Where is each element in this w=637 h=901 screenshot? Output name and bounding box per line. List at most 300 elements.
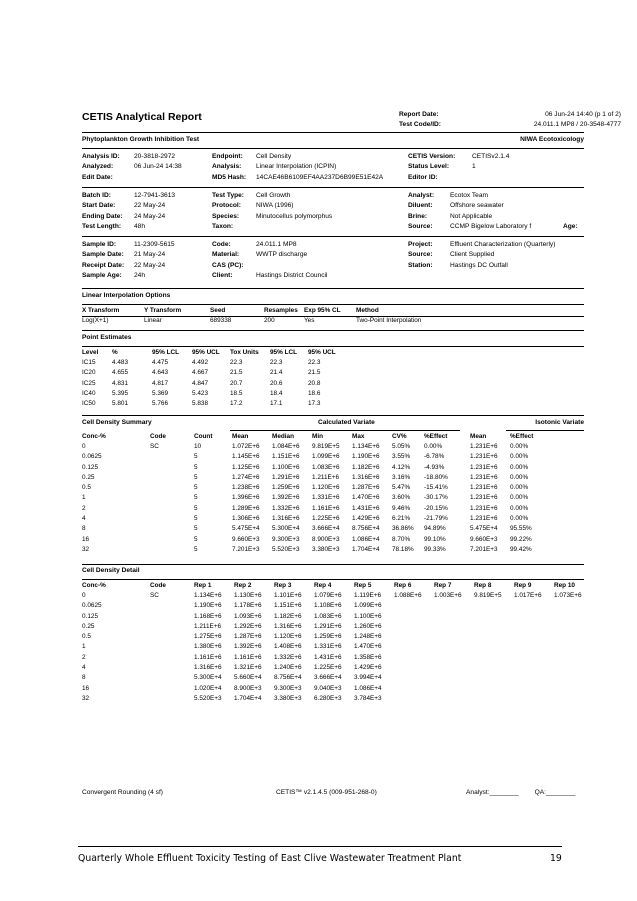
table-cell: 1.332E+6: [274, 653, 302, 661]
table-cell: 5.369: [152, 389, 168, 397]
field-value: 22 May-24: [134, 202, 166, 210]
table-cell: [150, 462, 194, 472]
table-cell: 22.3: [308, 358, 321, 366]
field-label: Analyzed:: [82, 163, 114, 171]
table-cell: [150, 452, 194, 462]
table-cell: [150, 683, 194, 693]
table-cell: 1.248E+6: [354, 633, 382, 641]
column-header: Code: [150, 581, 166, 589]
field-value: 1: [472, 163, 476, 171]
table-cell: 5: [194, 473, 198, 481]
column-header: 95% UCL: [192, 348, 220, 356]
report-date: 06 Jun-24 14:40 (p 1 of 2): [545, 111, 621, 118]
table-cell: IC15: [82, 358, 96, 366]
field-value: 14CAE46B6109EF4AA237D6B99E51E42A: [256, 173, 384, 181]
age-label: Age:: [563, 222, 578, 230]
column-header: CV%: [392, 432, 407, 440]
linear-options-title: [82, 292, 584, 299]
summary-table: [82, 431, 544, 555]
table-cell: 1.119E+6: [354, 591, 382, 599]
table-cell: 1.396E+6: [232, 494, 260, 502]
divider: [82, 148, 584, 149]
field-value: 20-3818-2972: [134, 153, 176, 160]
table-cell: [554, 642, 588, 652]
detail-title: Cell Density Detail: [82, 567, 140, 574]
table-cell: 5: [194, 484, 198, 492]
table-cell: 1.291E+6: [314, 622, 342, 630]
batch-column: [82, 191, 175, 232]
table-cell: 1.003E+6: [434, 591, 462, 599]
table-cell: 1.020E+4: [194, 684, 222, 692]
table-row: [82, 524, 544, 534]
table-cell: [434, 631, 474, 641]
field-label: Sample Date:: [82, 251, 124, 259]
table-cell: 1.306E+6: [232, 515, 260, 523]
field-value: Minutocellus polymorphus: [256, 212, 333, 220]
table-cell: 1.316E+6: [194, 664, 222, 672]
table-cell: [474, 601, 514, 611]
table-cell: Log(X+1): [82, 316, 109, 324]
table-cell: 1.161E+6: [194, 653, 222, 661]
table-cell: 5.05%: [392, 442, 411, 450]
table-cell: [554, 601, 588, 611]
field-value: Cell Density: [256, 153, 292, 160]
table-cell: -20.15%: [424, 504, 448, 512]
table-cell: [474, 642, 514, 652]
field-label: Batch ID:: [82, 192, 111, 199]
table-cell: 5.47%: [392, 484, 411, 492]
table-cell: 1.120E+6: [274, 633, 302, 641]
table-cell: -30.17%: [424, 494, 448, 502]
column-header: Mean: [470, 432, 487, 440]
table-row: [82, 357, 348, 367]
field-value: 12-7941-3613: [134, 192, 176, 199]
table-cell: 3.666E+4: [314, 674, 342, 682]
table-cell: 17.2: [230, 400, 243, 408]
table-row: [82, 611, 588, 621]
analysis-column: [82, 152, 182, 183]
column-header: Rep 3: [274, 581, 292, 589]
column-header: Min: [312, 432, 324, 440]
table-cell: 1.316E+6: [272, 515, 300, 523]
table-cell: 1.704E+4: [234, 694, 262, 702]
table-cell: 5.766: [152, 400, 168, 408]
table-cell: 1.079E+6: [314, 591, 342, 599]
page-footer-text: Quarterly Whole Effluent Toxicity Testing of East Clive Wastewater Treatment Plant: [78, 853, 462, 864]
table-cell: 1.408E+6: [274, 643, 302, 651]
batch-column: [408, 191, 531, 232]
table-row: [82, 388, 348, 398]
table-cell: 3.16%: [392, 473, 411, 481]
table-cell: [150, 642, 194, 652]
batch-column: [212, 191, 332, 232]
table-cell: -21.79%: [424, 515, 448, 523]
report-meta: [399, 110, 621, 130]
table-cell: 4.492: [192, 358, 208, 366]
field-label: Sample ID:: [82, 241, 117, 248]
table-row: [82, 378, 348, 388]
table-cell: 1.429E+6: [354, 664, 382, 672]
table-cell: 4.12%: [392, 463, 411, 471]
table-cell: 3.60%: [392, 494, 411, 502]
table-cell: 1.470E+6: [354, 643, 382, 651]
table-cell: [554, 683, 588, 693]
table-row: [82, 513, 544, 523]
table-cell: [394, 683, 434, 693]
table-cell: 3.784E+3: [354, 694, 382, 702]
table-cell: 78.18%: [392, 545, 414, 553]
sample-column: [82, 240, 175, 281]
table-cell: [474, 693, 514, 703]
table-cell: [514, 693, 554, 703]
table-cell: 1.088E+6: [394, 591, 422, 599]
table-header-row: [82, 431, 544, 441]
table-cell: 20.6: [270, 379, 283, 387]
divider: [82, 187, 584, 188]
column-header: %: [112, 348, 118, 356]
table-cell: SC: [150, 591, 159, 599]
report-title: CETIS Analytical Report: [82, 111, 202, 123]
table-cell: 1.211E+6: [194, 622, 222, 630]
table-row: [82, 398, 348, 408]
table-cell: 0.25: [82, 622, 95, 630]
table-row: [82, 503, 544, 513]
table-cell: [150, 601, 194, 611]
table-cell: 8: [82, 674, 86, 682]
table-cell: 18.4: [270, 389, 283, 397]
field-value: Hastings DC Outfall: [450, 261, 508, 269]
table-row: [82, 673, 588, 683]
table-cell: 8: [82, 525, 86, 533]
table-cell: 4.483: [112, 358, 128, 366]
table-cell: [514, 673, 554, 683]
table-cell: [434, 673, 474, 683]
table-cell: [434, 683, 474, 693]
table-row: [82, 472, 544, 482]
table-cell: 1.238E+6: [232, 484, 260, 492]
sample-column: [408, 240, 555, 281]
table-cell: 0.0625: [82, 453, 102, 461]
column-header: Level: [82, 348, 99, 356]
table-row: [82, 683, 588, 693]
table-cell: 0.5: [82, 633, 91, 641]
table-cell: 1.321E+6: [234, 664, 262, 672]
field-label: Station:: [408, 261, 433, 269]
table-cell: 1.161E+6: [234, 653, 262, 661]
table-cell: 5: [194, 494, 198, 502]
table-cell: Linear: [144, 316, 162, 324]
column-header: Y Transform: [144, 306, 182, 314]
field-label: Brine:: [408, 212, 428, 220]
table-cell: 1.190E+6: [352, 453, 380, 461]
table-cell: 0.25: [82, 473, 95, 481]
table-cell: 3.380E+3: [274, 694, 302, 702]
table-cell: 5.475E+4: [470, 525, 498, 533]
table-cell: 1.101E+6: [274, 591, 302, 599]
table-cell: 1.182E+6: [274, 612, 302, 620]
report-date-label: Report Date:: [399, 111, 439, 118]
table-row: [82, 693, 588, 703]
table-cell: [514, 611, 554, 621]
table-cell: 5.300E+4: [194, 674, 222, 682]
table-cell: 4.643: [152, 369, 168, 377]
table-cell: [150, 482, 194, 492]
table-cell: 4: [82, 664, 86, 672]
table-cell: 1.073E+6: [554, 591, 582, 599]
table-cell: [514, 601, 554, 611]
table-cell: 21.5: [308, 369, 321, 377]
column-header: Rep 6: [394, 581, 412, 589]
table-header-row: [82, 580, 588, 590]
table-cell: [554, 631, 588, 641]
table-cell: 1.125E+6: [232, 463, 260, 471]
table-cell: [150, 693, 194, 703]
table-cell: 5.395: [112, 389, 128, 397]
table-cell: 17.1: [270, 400, 283, 408]
table-cell: 1.470E+6: [352, 494, 380, 502]
field-label: Diluent:: [408, 202, 433, 210]
test-code-label: Test Code/ID:: [399, 121, 442, 128]
table-cell: 6.280E+3: [314, 694, 342, 702]
table-cell: 1.099E+6: [354, 602, 382, 610]
table-cell: 1.086E+4: [352, 535, 380, 543]
field-label: CAS (PC):: [212, 261, 244, 269]
table-cell: [554, 621, 588, 631]
table-cell: [394, 601, 434, 611]
table-cell: 9.819E+5: [474, 591, 502, 599]
table-cell: 1.083E+6: [312, 463, 340, 471]
table-cell: 9.300E+3: [274, 684, 302, 692]
table-cell: 99.42%: [510, 545, 532, 553]
field-label: Editor ID:: [408, 173, 438, 181]
table-cell: 3.994E+4: [354, 674, 382, 682]
field-label: Receipt Date:: [82, 261, 125, 269]
column-header: Rep 9: [514, 581, 532, 589]
field-label: Client:: [212, 271, 233, 279]
column-header: 95% LCL: [270, 348, 297, 356]
table-cell: -6.78%: [424, 453, 445, 461]
table-cell: 1.017E+6: [514, 591, 542, 599]
table-cell: 4.847: [192, 379, 208, 387]
table-cell: 95.55%: [510, 525, 532, 533]
table-row: [82, 631, 588, 641]
field-value: Ecotox Team: [450, 192, 488, 199]
table-cell: 1.178E+6: [234, 602, 262, 610]
table-cell: 9.300E+3: [272, 535, 300, 543]
test-name: Phytoplankton Growth Inhibition Test: [82, 136, 200, 143]
field-label: Sample Age:: [82, 271, 122, 279]
table-row: [82, 642, 588, 652]
table-cell: 0.125: [82, 612, 98, 620]
table-cell: 1.292E+6: [234, 622, 262, 630]
table-cell: 7.201E+3: [232, 545, 260, 553]
table-cell: IC50: [82, 400, 96, 408]
column-header: 95% LCL: [152, 348, 179, 356]
divider: [82, 415, 584, 416]
table-cell: IC40: [82, 389, 96, 397]
table-cell: 1.231E+6: [470, 463, 498, 471]
table-cell: 0.00%: [510, 463, 529, 471]
table-row: [82, 662, 588, 672]
table-cell: 0.00%: [510, 473, 529, 481]
table-row: [82, 482, 544, 492]
column-header: Count: [194, 432, 213, 440]
summary-title: Cell Density Summary: [82, 419, 152, 426]
column-header: %Effect: [510, 432, 534, 440]
isotonic-variate-label: Isotonic Variate: [535, 419, 584, 426]
table-cell: 22.3: [270, 358, 283, 366]
column-header: Conc-%: [82, 581, 106, 589]
table-cell: 1.431E+6: [314, 653, 342, 661]
table-cell: 1.231E+6: [470, 453, 498, 461]
table-cell: 36.86%: [392, 525, 414, 533]
table-cell: 1.331E+6: [312, 494, 340, 502]
table-cell: 6.21%: [392, 515, 411, 523]
table-cell: 5: [194, 545, 198, 553]
table-cell: [554, 611, 588, 621]
table-cell: 1.120E+6: [312, 484, 340, 492]
column-header: Seed: [210, 306, 226, 314]
table-cell: 4.667: [192, 369, 208, 377]
column-header: Method: [356, 306, 379, 314]
table-row: [82, 534, 544, 544]
table-cell: [474, 631, 514, 641]
table-cell: [434, 693, 474, 703]
table-cell: [150, 544, 194, 554]
table-cell: 200: [264, 316, 275, 324]
field-label: Taxon:: [212, 222, 234, 230]
table-cell: 1.287E+6: [234, 633, 262, 641]
table-cell: [474, 621, 514, 631]
table-cell: 94.89%: [424, 525, 446, 533]
column-header: Rep 4: [314, 581, 332, 589]
field-label: Protocol:: [212, 202, 241, 210]
table-cell: 1.316E+6: [274, 622, 302, 630]
table-cell: 1.275E+6: [194, 633, 222, 641]
field-value: 06 Jun-24 14:38: [134, 163, 182, 171]
table-cell: 1.130E+6: [234, 591, 262, 599]
column-header: Rep 7: [434, 581, 452, 589]
field-value: 48h: [134, 222, 146, 230]
column-header: Conc-%: [82, 432, 106, 440]
table-cell: 4.475: [152, 358, 168, 366]
table-cell: 3.380E+3: [312, 545, 340, 553]
analyst-signoff: Analyst:________: [466, 789, 519, 796]
table-cell: 1.211E+6: [312, 473, 340, 481]
field-label: Edit Date:: [82, 173, 113, 181]
table-row: [82, 601, 588, 611]
linear-title: Linear Interpolation Options: [82, 292, 171, 299]
table-cell: 689338: [210, 316, 232, 324]
table-cell: 0.00%: [510, 453, 529, 461]
table-cell: 5.838: [192, 400, 208, 408]
table-cell: 1.231E+6: [470, 515, 498, 523]
table-cell: 20.8: [308, 379, 321, 387]
field-value: Not Applicable: [450, 212, 493, 220]
field-value: Hastings District Council: [256, 271, 328, 279]
table-cell: 17.3: [308, 400, 321, 408]
table-cell: 1: [82, 494, 86, 502]
table-cell: -18.80%: [424, 473, 448, 481]
field-value: WWTP discharge: [256, 251, 308, 259]
table-cell: 5.423: [192, 389, 208, 397]
table-cell: 8.900E+3: [234, 684, 262, 692]
table-cell: 0.5: [82, 484, 91, 492]
table-cell: 1.161E+6: [312, 504, 340, 512]
table-row: [82, 368, 348, 378]
table-cell: 1.392E+6: [272, 494, 300, 502]
table-cell: [394, 673, 434, 683]
table-cell: [434, 621, 474, 631]
field-label: Analysis ID:: [82, 153, 120, 160]
field-value: 22 May-24: [134, 261, 166, 269]
table-cell: 0: [82, 442, 86, 450]
field-label: Start Date:: [82, 202, 116, 210]
table-cell: 5: [194, 535, 198, 543]
field-label: Species:: [212, 212, 240, 220]
table-cell: 5.475E+4: [232, 525, 260, 533]
table-cell: 1.332E+6: [272, 504, 300, 512]
analysis-column: [408, 152, 509, 183]
field-value: CETISv2.1.4: [472, 153, 510, 160]
table-row: [82, 493, 544, 503]
table-row: [82, 590, 588, 600]
table-cell: 1.225E+6: [312, 515, 340, 523]
table-cell: [554, 662, 588, 672]
summary-title-bar: [82, 419, 584, 426]
field-label: Status Level:: [408, 163, 450, 171]
point-estimates-title: [82, 334, 584, 341]
field-value: Cell Growth: [256, 192, 291, 199]
table-cell: [474, 662, 514, 672]
table-row: [82, 452, 544, 462]
cetis-version-footer: CETIS™ v2.1.4.5 (009-951-268-0): [276, 789, 377, 796]
detail-table: [82, 580, 588, 704]
table-cell: 1.231E+6: [470, 484, 498, 492]
analysis-column: [212, 152, 383, 183]
field-value: CCMP Bigelow Laboratory f: [450, 222, 532, 230]
table-cell: 3.666E+4: [312, 525, 340, 533]
table-cell: 1.100E+6: [354, 612, 382, 620]
rounding-note: Convergent Rounding (4 sf): [82, 789, 164, 796]
table-row: [82, 621, 588, 631]
column-header: Tox Units: [230, 348, 259, 356]
table-cell: [394, 642, 434, 652]
table-cell: 1.316E+6: [352, 473, 380, 481]
divider: [82, 330, 584, 331]
table-cell: 1.331E+6: [314, 643, 342, 651]
column-header: Code: [150, 432, 166, 440]
table-cell: 5.520E+3: [194, 694, 222, 702]
table-cell: 1.108E+6: [314, 602, 342, 610]
table-cell: 1.431E+6: [352, 504, 380, 512]
column-header: %Effect: [424, 432, 448, 440]
table-cell: 1.168E+6: [194, 612, 222, 620]
table-cell: 8.70%: [392, 535, 411, 543]
table-cell: 1.100E+6: [272, 463, 300, 471]
column-header: Mean: [232, 432, 249, 440]
table-cell: [514, 621, 554, 631]
table-cell: 1.231E+6: [470, 504, 498, 512]
calculated-variate-label: Calculated Variate: [318, 419, 375, 426]
table-cell: 1.231E+6: [470, 494, 498, 502]
table-cell: 1.145E+6: [232, 453, 260, 461]
table-cell: 32: [82, 694, 90, 702]
table-cell: 2: [82, 653, 86, 661]
field-label: Endpoint:: [212, 153, 243, 160]
table-cell: [434, 611, 474, 621]
field-label: Project:: [408, 241, 433, 248]
